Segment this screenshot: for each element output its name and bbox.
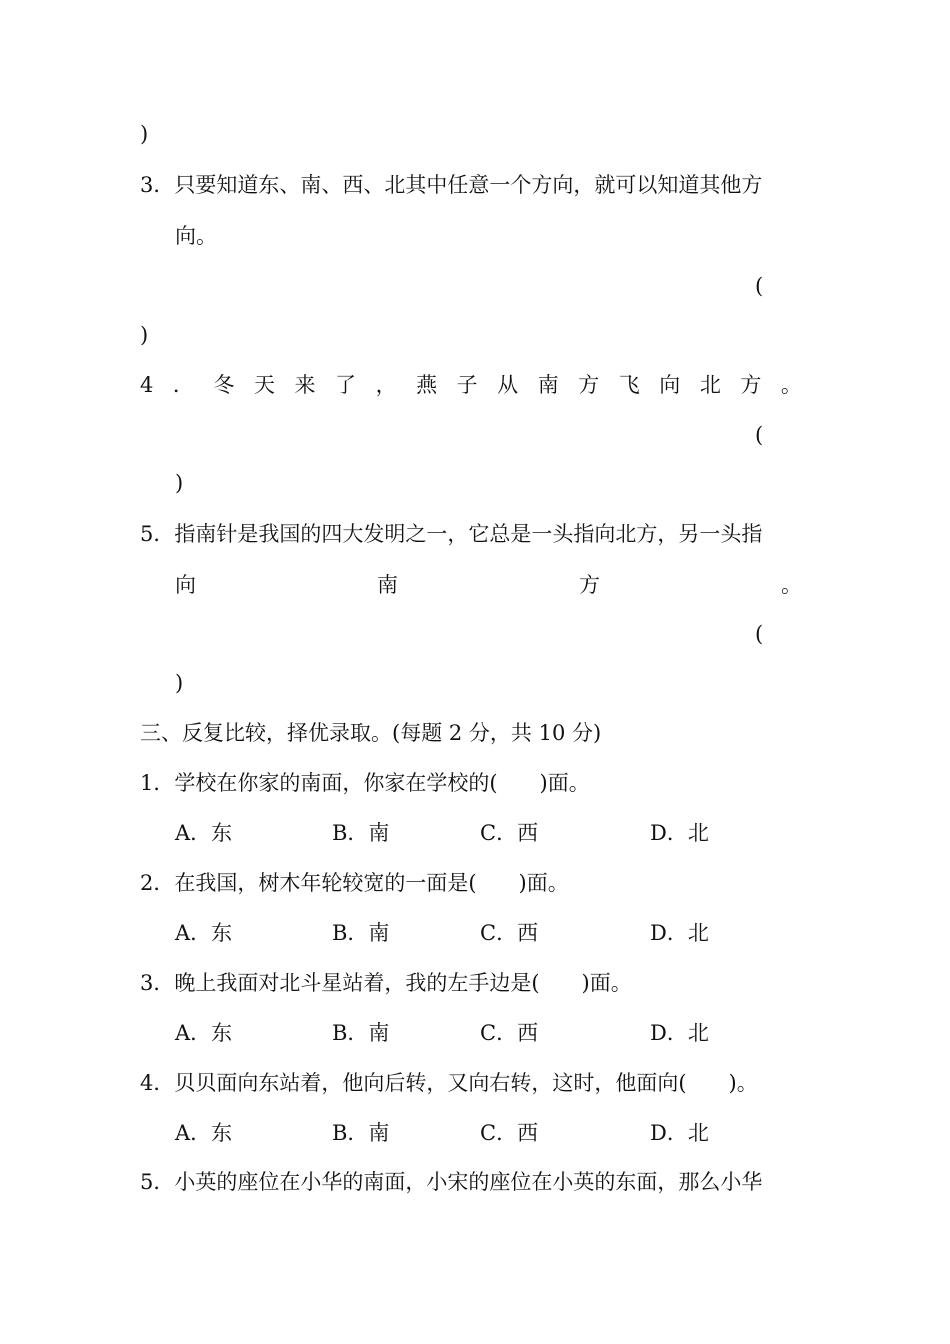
tf-item-3-line-1: 3．只要知道东、南、西、北其中任意一个方向，就可以知道其他方 xyxy=(140,173,763,197)
question-3: 3．晚上我面对北斗星站着，我的左手边是( )面。 xyxy=(140,971,632,995)
question-5: 5．小英的座位在小华的南面，小宋的座位在小英的东面，那么小华 xyxy=(140,1170,763,1194)
option-d: D．北 xyxy=(650,1121,709,1145)
option-b: B．南 xyxy=(332,921,390,945)
tf-item-5-line-1: 5．指南针是我国的四大发明之一，它总是一头指向北方，另一头指 xyxy=(140,522,763,546)
option-b: B．南 xyxy=(332,821,390,845)
question-1: 1．学校在你家的南面，你家在学校的( )面。 xyxy=(140,771,590,795)
answer-close-paren: ) xyxy=(175,471,184,495)
option-d: D．北 xyxy=(650,1021,709,1045)
option-a: A．东 xyxy=(175,821,233,845)
question-4: 4．贝贝面向东站着，他向后转，又向右转，这时，他面向( )。 xyxy=(140,1071,758,1095)
option-a: A．东 xyxy=(175,921,233,945)
answer-open-paren: ( xyxy=(755,622,764,646)
option-c: C．西 xyxy=(480,1021,539,1045)
option-b: B．南 xyxy=(332,1021,390,1045)
option-a: A．东 xyxy=(175,1121,233,1145)
question-2: 2．在我国，树木年轮较宽的一面是( )面。 xyxy=(140,871,569,895)
option-a: A．东 xyxy=(175,1021,233,1045)
answer-close-paren: ) xyxy=(140,323,149,347)
answer-open-paren: ( xyxy=(755,274,764,298)
tf-item-4-line: 4 ． 冬 天 来 了 ， 燕 子 从 南 方 飞 向 北 方 。 xyxy=(140,373,802,397)
answer-open-paren: ( xyxy=(755,423,764,447)
tf-item-3-line-2: 向。 xyxy=(175,224,217,248)
close-paren: ) xyxy=(140,122,149,146)
option-c: C．西 xyxy=(480,921,539,945)
answer-close-paren: ) xyxy=(175,671,184,695)
option-b: B．南 xyxy=(332,1121,390,1145)
section-heading: 三、反复比较，择优录取。(每题 2 分，共 10 分) xyxy=(140,721,602,745)
option-d: D．北 xyxy=(650,821,709,845)
option-c: C．西 xyxy=(480,1121,539,1145)
tf-item-5-line-2: 向 南 方 。 xyxy=(175,573,802,597)
option-c: C．西 xyxy=(480,821,539,845)
option-d: D．北 xyxy=(650,921,709,945)
